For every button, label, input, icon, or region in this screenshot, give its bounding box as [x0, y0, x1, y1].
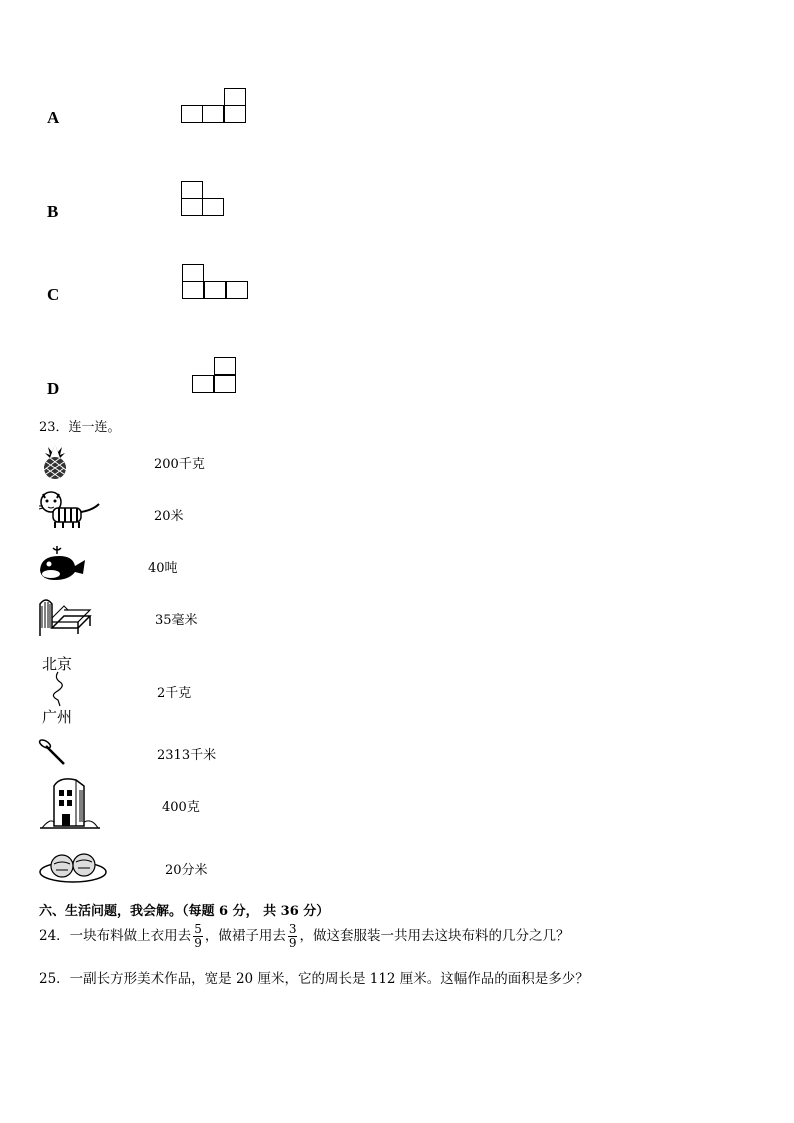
grid-cell	[181, 198, 203, 216]
question-23-title: 23．连一连。	[39, 420, 121, 435]
grid-cell	[226, 281, 248, 299]
grid-cell	[192, 375, 214, 393]
grid-cell	[182, 281, 204, 299]
pineapple-icon	[38, 442, 72, 480]
grid-cell	[181, 105, 203, 123]
fraction	[193, 923, 203, 950]
option-letter-a: A	[47, 108, 60, 127]
question-24-text-1: 24．一块布料做上衣用去	[39, 928, 192, 944]
question-24	[39, 923, 569, 950]
match-value: 35毫米	[155, 613, 198, 628]
match-value: 40吨	[148, 561, 178, 576]
city-label-guangzhou: 广州	[42, 708, 73, 726]
fraction-denominator: 9	[288, 936, 297, 950]
nail-icon	[38, 738, 68, 768]
grid-cell	[202, 105, 224, 123]
match-value: 20分米	[165, 863, 208, 878]
question-24-text-3: ，做这套服装一共用去这块布料的几分之几？	[299, 928, 570, 944]
match-value: 2千克	[157, 686, 192, 701]
section-heading: 六、生活问题，我会解。（每题 6 分， 共 36 分）	[39, 904, 330, 919]
building-icon	[40, 776, 100, 830]
grid-cell	[224, 105, 246, 123]
match-value: 20米	[154, 509, 184, 524]
grid-cell	[224, 88, 246, 106]
whale-icon	[37, 544, 87, 584]
fraction	[288, 923, 298, 950]
route-line	[46, 672, 72, 706]
grid-cell	[204, 281, 226, 299]
fraction-numerator: 3	[288, 922, 297, 936]
grid-cell	[182, 264, 204, 282]
fraction-denominator: 9	[194, 936, 202, 950]
match-value: 200千克	[154, 457, 205, 472]
option-letter-d: D	[47, 379, 60, 398]
bed-icon	[38, 592, 92, 638]
option-letter-b: B	[47, 202, 59, 221]
question-25: 25．一副长方形美术作品，宽是 20 厘米，它的周长是 112 厘米。这幅作品的面积是多少？	[39, 971, 589, 987]
grid-cell	[214, 357, 236, 375]
tiger-icon	[37, 490, 103, 530]
fraction-numerator: 5	[194, 922, 202, 936]
grid-cell	[181, 181, 203, 199]
fruit-plate-icon	[38, 848, 108, 884]
grid-cell	[214, 375, 236, 393]
match-value: 2313千米	[157, 748, 217, 763]
city-label-beijing: 北京	[42, 655, 73, 673]
match-value: 400克	[162, 800, 200, 815]
question-24-text-2: ，做裙子用去	[204, 928, 286, 944]
option-letter-c: C	[47, 285, 60, 304]
grid-cell	[202, 198, 224, 216]
